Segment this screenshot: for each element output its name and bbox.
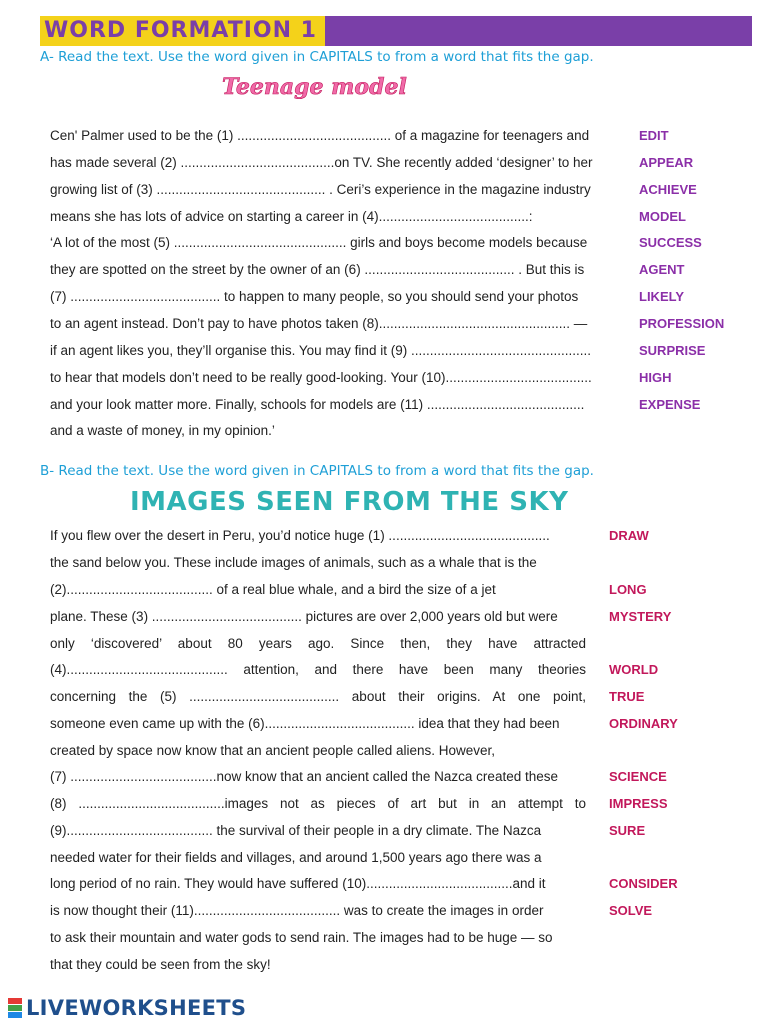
keyword: SURE — [609, 823, 646, 838]
keyword: PROFESSION — [639, 316, 725, 331]
keyword: MYSTERY — [609, 609, 672, 624]
text-line: and a waste of money, in my opinion.’ — [50, 423, 275, 438]
text-line: has made several (2) .........................................on TV. She recently added ‘designer’ to her — [50, 155, 593, 170]
text-line: growing list of (3) ............................................. . Ceri’s experience in the magazine industry — [50, 182, 591, 197]
text-line: needed water for their fields and villages, and around 1,500 years ago there was a — [50, 850, 542, 865]
keyword: CONSIDER — [609, 876, 678, 891]
keyword: DRAW — [609, 528, 649, 543]
text-line: is now thought their (11)....................................... was to create the images in order — [50, 903, 544, 918]
keyword: LONG — [609, 582, 647, 597]
text-line: if an agent likes you, they’ll organise this. You may find it (9) ................................................ — [50, 343, 591, 358]
text-line: the sand below you. These include images of animals, such as a whale that is the — [50, 555, 537, 570]
keyword: ACHIEVE — [639, 182, 697, 197]
text-line: If you flew over the desert in Peru, you’d notice huge (1) ........................................... — [50, 528, 550, 543]
text-line: (4)........................................... attention, and there have been many theories — [50, 662, 586, 677]
text-line: and your look matter more. Finally, schools for models are (11) .......................................... — [50, 397, 585, 412]
keyword: MODEL — [639, 209, 686, 224]
keyword: LIKELY — [639, 289, 685, 304]
keyword: EDIT — [639, 128, 669, 143]
text-line: someone even came up with the (6)........................................ idea that they had been — [50, 716, 560, 731]
keyword: SOLVE — [609, 903, 653, 918]
text-line: created by space now know that an ancient people called aliens. However, — [50, 743, 496, 758]
keyword: AGENT — [639, 262, 685, 277]
keyword: SUCCESS — [639, 235, 702, 250]
text-line: (9)....................................... the survival of their people in a dry climate. The Nazca — [50, 823, 542, 838]
keyword: WORLD — [609, 662, 659, 677]
section-a-subtitle: Teenage model — [222, 74, 407, 100]
text-line: plane. These (3) ........................................ pictures are over 2,000 years old but were — [50, 609, 558, 624]
text-line: to an agent instead. Don’t pay to have photos taken (8)................................................... — — [50, 316, 588, 331]
text-line: only ‘discovered’ about 80 years ago. Since then, they have attracted — [50, 636, 586, 651]
logo-mark-icon — [8, 998, 22, 1018]
text-line: (7) .......................................now know that an ancient called the Nazca created these — [50, 769, 558, 784]
section-a-instruction: A- Read the text. Use the word given in CAPITALS to from a word that fits the gap. — [40, 49, 594, 65]
worksheet-title: WORD FORMATION 1 — [40, 16, 325, 46]
keyword: EXPENSE — [639, 397, 701, 412]
keyword: IMPRESS — [609, 796, 668, 811]
text-line: to ask their mountain and water gods to send rain. The images had to be huge — so — [50, 930, 553, 945]
text-line: they are spotted on the street by the owner of an (6) ........................................ . But this is — [50, 262, 585, 277]
keyword: SURPRISE — [639, 343, 706, 358]
text-line: concerning the (5) ........................................ about their origins. At one point, — [50, 689, 586, 704]
section-b-subtitle: IMAGES SEEN FROM THE SKY — [130, 487, 569, 517]
text-line: ‘A lot of the most (5) .............................................. girls and boys become models because — [50, 235, 588, 250]
logo-text: LIVEWORKSHEETS — [26, 996, 247, 1020]
keyword: HIGH — [639, 370, 672, 385]
text-line: long period of no rain. They would have suffered (10).......................................and it — [50, 876, 546, 891]
text-line: means she has lots of advice on starting a career in (4)........................................: — [50, 209, 533, 224]
title-bar — [40, 16, 752, 46]
section-b-instruction: B- Read the text. Use the word given in CAPITALS to from a word that fits the gap. — [40, 463, 594, 479]
keyword: SCIENCE — [609, 769, 667, 784]
text-line: (2)....................................... of a real blue whale, and a bird the size of a jet — [50, 582, 496, 597]
keyword: TRUE — [609, 689, 645, 704]
text-line: (8) .......................................images not as pieces of art but in an attempt to — [50, 796, 586, 811]
text-line: Cen' Palmer used to be the (1) ......................................... of a magazine for teenagers and — [50, 128, 590, 143]
text-line: (7) ........................................ to happen to many people, so you should send your photos — [50, 289, 579, 304]
keyword: APPEAR — [639, 155, 694, 170]
text-line: that they could be seen from the sky! — [50, 957, 271, 972]
keyword: ORDINARY — [609, 716, 678, 731]
text-line: to hear that models don’t need to be really good-looking. Your (10)....................................... — [50, 370, 592, 385]
liveworksheets-logo — [8, 996, 246, 1020]
